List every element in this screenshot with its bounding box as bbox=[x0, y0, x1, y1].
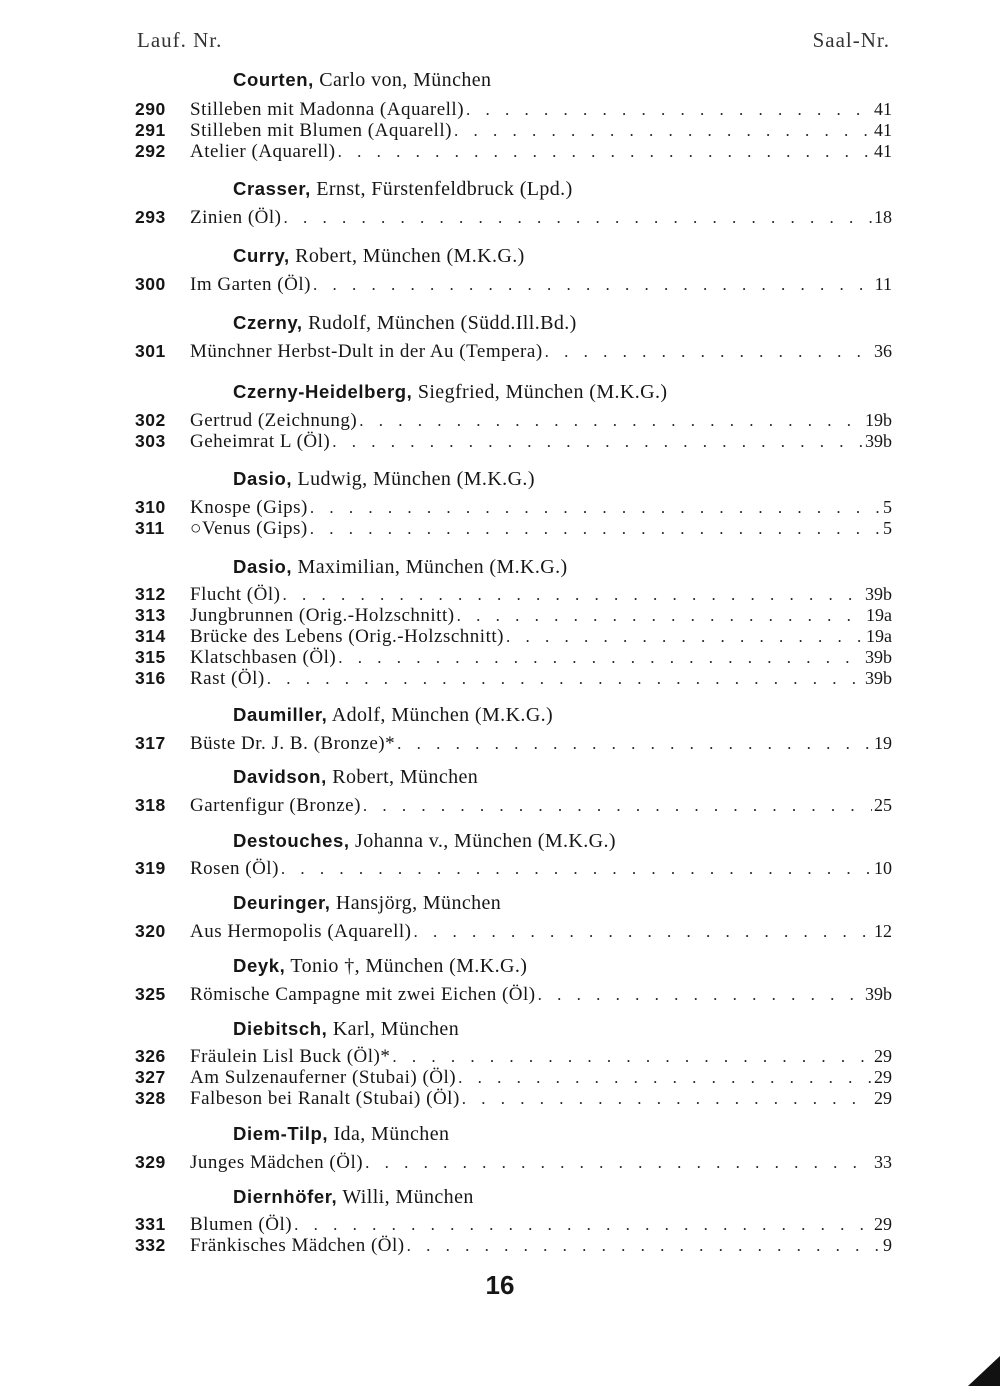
catalog-entry bbox=[135, 120, 892, 142]
artist-info: Ernst, Fürstenfeldbruck (Lpd.) bbox=[316, 178, 573, 200]
entry-title: Gertrud (Zeichnung) bbox=[190, 410, 358, 431]
catalog-entry bbox=[135, 605, 892, 627]
artist-heading bbox=[233, 892, 501, 915]
entry-title: Münchner Herbst-Dult in der Au (Tempera) bbox=[190, 341, 543, 362]
catalog-entry bbox=[135, 584, 892, 606]
entry-number: 316 bbox=[135, 668, 166, 688]
dot-leader bbox=[338, 648, 863, 668]
artist-name: Diernhöfer, bbox=[233, 1186, 338, 1207]
artist-info: Rudolf, München (Südd.Ill.Bd.) bbox=[308, 312, 577, 334]
entry-number: 290 bbox=[135, 99, 166, 119]
artist-heading bbox=[233, 468, 535, 491]
artist-name: Courten, bbox=[233, 69, 314, 90]
catalog-entry bbox=[135, 1235, 892, 1257]
entry-title: Rast (Öl) bbox=[190, 668, 265, 689]
entry-room: 39b bbox=[865, 431, 892, 451]
entry-number: 293 bbox=[135, 207, 166, 227]
entry-room: 29 bbox=[874, 1214, 892, 1234]
artist-heading bbox=[233, 1018, 459, 1041]
dot-leader bbox=[397, 734, 872, 754]
entry-title: Brücke des Lebens (Orig.-Holzschnitt) bbox=[190, 626, 504, 647]
artist-info: Adolf, München (M.K.G.) bbox=[331, 704, 554, 726]
entry-number: 302 bbox=[135, 410, 166, 430]
dot-leader bbox=[365, 1153, 872, 1173]
entry-room: 10 bbox=[874, 858, 892, 878]
header-lauf-nr: Lauf. Nr. bbox=[137, 28, 223, 52]
artist-heading bbox=[233, 245, 525, 268]
entry-number: 326 bbox=[135, 1046, 166, 1066]
entry-title: Im Garten (Öl) bbox=[190, 274, 311, 295]
artist-name: Dasio, bbox=[233, 556, 293, 577]
dot-leader bbox=[454, 121, 872, 141]
dot-leader bbox=[392, 1047, 872, 1067]
artist-info: Tonio †, München (M.K.G.) bbox=[290, 955, 528, 977]
entry-room: 5 bbox=[883, 518, 892, 538]
entry-title: Junges Mädchen (Öl) bbox=[190, 1152, 364, 1173]
entry-room: 12 bbox=[874, 921, 892, 941]
catalog-entry bbox=[135, 497, 892, 519]
artist-heading bbox=[233, 312, 577, 335]
entry-number: 332 bbox=[135, 1235, 166, 1255]
entry-room: 19 bbox=[874, 733, 892, 753]
catalog-entry bbox=[135, 858, 892, 880]
artist-heading bbox=[233, 1123, 449, 1146]
artist-heading bbox=[233, 69, 491, 92]
entry-title: Atelier (Aquarell) bbox=[190, 141, 336, 162]
entry-number: 325 bbox=[135, 984, 166, 1004]
catalog-entry bbox=[135, 1088, 892, 1110]
artist-heading bbox=[233, 556, 568, 579]
dot-leader bbox=[310, 519, 881, 539]
artist-name: Czerny, bbox=[233, 312, 303, 333]
entry-title: Rosen (Öl) bbox=[190, 858, 279, 879]
entry-title: Gartenfigur (Bronze) bbox=[190, 795, 361, 816]
entry-room: 41 bbox=[874, 141, 892, 161]
entry-title: Stilleben mit Madonna (Aquarell) bbox=[190, 99, 465, 120]
entry-room: 18 bbox=[874, 207, 892, 227]
artist-info: Ludwig, München (M.K.G.) bbox=[297, 468, 535, 490]
dot-leader bbox=[457, 606, 864, 626]
entry-room: 19a bbox=[866, 605, 892, 625]
artist-heading bbox=[233, 766, 478, 789]
dot-leader bbox=[458, 1068, 872, 1088]
entry-title: Römische Campagne mit zwei Eichen (Öl) bbox=[190, 984, 536, 1005]
artist-info: Robert, München bbox=[332, 766, 479, 788]
dot-leader bbox=[359, 411, 863, 431]
entry-number: 318 bbox=[135, 795, 166, 815]
entry-room: 29 bbox=[874, 1067, 892, 1087]
entry-room: 25 bbox=[874, 795, 892, 815]
dot-leader bbox=[545, 342, 872, 362]
entry-room: 29 bbox=[874, 1046, 892, 1066]
dot-leader bbox=[466, 100, 872, 120]
entry-number: 319 bbox=[135, 858, 166, 878]
artist-name: Czerny-Heidelberg, bbox=[233, 381, 413, 402]
artist-name: Crasser, bbox=[233, 178, 311, 199]
entry-title: Büste Dr. J. B. (Bronze)* bbox=[190, 733, 396, 754]
entry-number: 310 bbox=[135, 497, 166, 517]
artist-heading bbox=[233, 178, 573, 201]
entry-number: 328 bbox=[135, 1088, 166, 1108]
entry-room: 39b bbox=[865, 984, 892, 1004]
artist-heading bbox=[233, 955, 527, 978]
entry-room: 29 bbox=[874, 1088, 892, 1108]
entry-number: 301 bbox=[135, 341, 166, 361]
dot-leader bbox=[332, 432, 863, 452]
entry-title: Knospe (Gips) bbox=[190, 497, 308, 518]
entry-title: Stilleben mit Blumen (Aquarell) bbox=[190, 120, 452, 141]
dot-leader bbox=[294, 1215, 872, 1235]
artist-name: Destouches, bbox=[233, 830, 350, 851]
catalog-entry bbox=[135, 647, 892, 669]
entry-number: 317 bbox=[135, 733, 166, 753]
entry-number: 300 bbox=[135, 274, 166, 294]
artist-name: Davidson, bbox=[233, 766, 327, 787]
dot-leader bbox=[267, 669, 863, 689]
catalog-entry bbox=[135, 795, 892, 817]
artist-name: Curry, bbox=[233, 245, 290, 266]
entry-title: Blumen (Öl) bbox=[190, 1214, 293, 1235]
artist-info: Carlo von, München bbox=[319, 69, 492, 91]
artist-name: Daumiller, bbox=[233, 704, 328, 725]
catalog-entry bbox=[135, 141, 892, 163]
dot-leader bbox=[281, 859, 872, 879]
dot-leader bbox=[313, 275, 873, 295]
entry-room: 39b bbox=[865, 647, 892, 667]
entry-title: Aus Hermopolis (Aquarell) bbox=[190, 921, 412, 942]
entry-number: 320 bbox=[135, 921, 166, 941]
artist-info: Johanna v., München (M.K.G.) bbox=[355, 830, 616, 852]
dot-leader bbox=[284, 208, 872, 228]
catalog-entry bbox=[135, 410, 892, 432]
entry-number: 331 bbox=[135, 1214, 166, 1234]
entry-title: Fräulein Lisl Buck (Öl)* bbox=[190, 1046, 391, 1067]
artist-info: Ida, München bbox=[333, 1123, 450, 1145]
artist-name: Deyk, bbox=[233, 955, 286, 976]
entry-room: 39b bbox=[865, 668, 892, 688]
catalog-entry bbox=[135, 1046, 892, 1068]
dot-leader bbox=[338, 142, 872, 162]
entry-title: Am Sulzenauferner (Stubai) (Öl) bbox=[190, 1067, 457, 1088]
entry-room: 36 bbox=[874, 341, 892, 361]
artist-heading bbox=[233, 704, 553, 727]
entry-room: 19b bbox=[865, 410, 892, 430]
dot-leader bbox=[538, 985, 863, 1005]
page-number: 16 bbox=[485, 1270, 515, 1300]
artist-info: Willi, München bbox=[342, 1186, 474, 1208]
entry-room: 41 bbox=[874, 120, 892, 140]
artist-info: Karl, München bbox=[332, 1018, 460, 1040]
artist-info: Maximilian, München (M.K.G.) bbox=[297, 556, 568, 578]
dot-leader bbox=[363, 796, 872, 816]
entry-title: Flucht (Öl) bbox=[190, 584, 281, 605]
catalog-entry bbox=[135, 626, 892, 648]
entry-number: 291 bbox=[135, 120, 166, 140]
entry-title: Fränkisches Mädchen (Öl) bbox=[190, 1235, 405, 1256]
entry-number: 312 bbox=[135, 584, 166, 604]
entry-number: 314 bbox=[135, 626, 166, 646]
catalog-entry bbox=[135, 207, 892, 229]
catalog-entry bbox=[135, 341, 892, 363]
artist-name: Diem-Tilp, bbox=[233, 1123, 329, 1144]
entry-number: 329 bbox=[135, 1152, 166, 1172]
entry-room: 11 bbox=[874, 274, 892, 294]
header-saal-nr: Saal-Nr. bbox=[812, 28, 890, 52]
catalog-entry bbox=[135, 733, 892, 755]
artist-info: Hansjörg, München bbox=[335, 892, 502, 914]
artist-heading bbox=[233, 830, 616, 853]
entry-number: 327 bbox=[135, 1067, 166, 1087]
entry-room: 5 bbox=[883, 497, 892, 517]
artist-name: Deuringer, bbox=[233, 892, 331, 913]
artist-name: Dasio, bbox=[233, 468, 293, 489]
entry-title: Klatschbasen (Öl) bbox=[190, 647, 337, 668]
entry-title: Geheimrat L (Öl) bbox=[190, 431, 331, 452]
entry-number: 292 bbox=[135, 141, 166, 161]
entry-title: Jungbrunnen (Orig.-Holzschnitt) bbox=[190, 605, 455, 626]
catalog-entry bbox=[135, 1214, 892, 1236]
page-corner-mark bbox=[968, 1356, 1000, 1386]
entry-number: 315 bbox=[135, 647, 166, 667]
catalog-entry bbox=[135, 99, 892, 121]
entry-number: 313 bbox=[135, 605, 166, 625]
entry-title: ○Venus (Gips) bbox=[190, 518, 308, 539]
catalog-entry bbox=[135, 518, 892, 540]
catalog-entry bbox=[135, 984, 892, 1006]
dot-leader bbox=[282, 585, 863, 605]
dot-leader bbox=[310, 498, 881, 518]
entry-title: Falbeson bei Ranalt (Stubai) (Öl) bbox=[190, 1088, 460, 1109]
artist-heading bbox=[233, 381, 667, 404]
entry-room: 9 bbox=[883, 1235, 892, 1255]
entry-room: 19a bbox=[866, 626, 892, 646]
artist-info: Robert, München (M.K.G.) bbox=[295, 245, 525, 267]
dot-leader bbox=[413, 922, 872, 942]
entry-room: 33 bbox=[874, 1152, 892, 1172]
entry-title: Zinien (Öl) bbox=[190, 207, 282, 228]
entry-room: 39b bbox=[865, 584, 892, 604]
dot-leader bbox=[506, 627, 864, 647]
catalog-entry bbox=[135, 431, 892, 453]
catalog-entry bbox=[135, 921, 892, 943]
artist-heading bbox=[233, 1186, 474, 1209]
catalog-entry bbox=[135, 274, 892, 296]
catalog-entry bbox=[135, 1067, 892, 1089]
catalog-entry bbox=[135, 1152, 892, 1174]
entry-room: 41 bbox=[874, 99, 892, 119]
catalog-entry bbox=[135, 668, 892, 690]
artist-name: Diebitsch, bbox=[233, 1018, 328, 1039]
entry-number: 303 bbox=[135, 431, 166, 451]
dot-leader bbox=[462, 1089, 872, 1109]
dot-leader bbox=[407, 1236, 881, 1256]
entry-number: 311 bbox=[135, 518, 165, 538]
artist-info: Siegfried, München (M.K.G.) bbox=[417, 381, 668, 403]
